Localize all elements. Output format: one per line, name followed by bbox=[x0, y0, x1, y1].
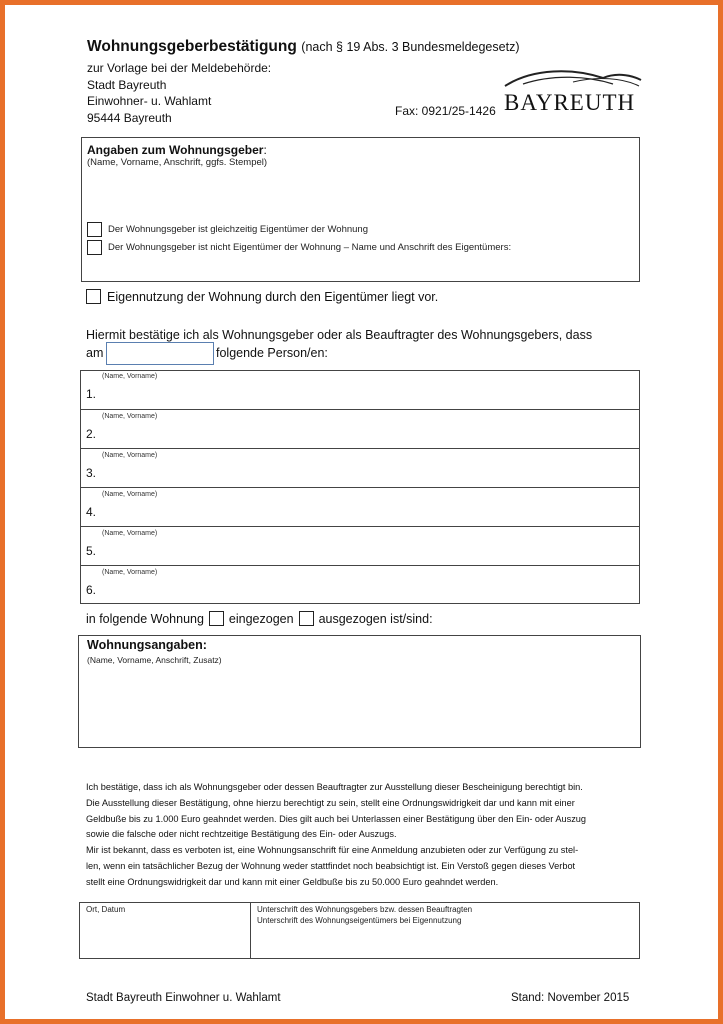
legal-line: stellt eine Ordnungswidrigkeit dar und kann mit einer Geldbuße bis zu 50.000 Euro geahndet werden. bbox=[86, 876, 499, 887]
own-use-checkbox[interactable] bbox=[86, 289, 101, 304]
legal-line: len, wenn ein tatsächlicher Bezug der Wohnung weder stattfindet noch beabsichtigt ist. Ein Verstoß gegen dieses Verbot bbox=[86, 860, 576, 871]
authority-address bbox=[87, 60, 271, 126]
page-title bbox=[87, 38, 519, 56]
person-hint: (Name, Vorname) bbox=[102, 530, 158, 537]
person-number: 4. bbox=[86, 505, 97, 519]
apartment-box-hint: (Name, Vorname, Anschrift, Zusatz) bbox=[87, 655, 222, 665]
own-use-label: Eigennutzung der Wohnung durch den Eigentümer liegt vor. bbox=[107, 289, 439, 304]
confirm-line2: folgende Person/en: bbox=[216, 346, 328, 360]
legal-text bbox=[86, 780, 638, 891]
title-suffix: (nach § 19 Abs. 3 Bundesmeldegesetz) bbox=[301, 40, 520, 54]
signature-label-2: Unterschrift des Wohnungseigentümers bei Eigennutzung bbox=[257, 916, 462, 925]
landlord-box-colon: : bbox=[263, 143, 267, 157]
person-number: 5. bbox=[86, 544, 97, 558]
person-hint: (Name, Vorname) bbox=[102, 413, 158, 420]
title-main: Wohnungsgeberbestätigung bbox=[87, 38, 297, 55]
moved-in-label: eingezogen bbox=[228, 611, 294, 626]
address-line: zur Vorlage bei der Meldebehörde: bbox=[87, 61, 272, 75]
not-owner-option-label: Der Wohnungsgeber ist nicht Eigentümer der Wohnung – Name und Anschrift des Eigentümers: bbox=[108, 242, 512, 253]
move-prefix: in folgende Wohnung bbox=[86, 611, 204, 626]
landlord-box-title: Angaben zum Wohnungsgeber bbox=[87, 143, 264, 157]
person-number: 3. bbox=[86, 466, 97, 480]
landlord-box bbox=[81, 137, 640, 282]
person-hint: (Name, Vorname) bbox=[102, 569, 158, 576]
logo-text: BAYREUTH bbox=[504, 90, 636, 115]
move-date-input[interactable] bbox=[106, 342, 214, 365]
footer-left: Stadt Bayreuth Einwohner u. Wahlamt bbox=[86, 992, 281, 1004]
person-number: 6. bbox=[86, 583, 97, 597]
apartment-box-title: Wohnungsangaben: bbox=[87, 638, 207, 652]
person-hint: (Name, Vorname) bbox=[102, 491, 158, 498]
confirm-am: am bbox=[86, 346, 104, 360]
legal-line: Ich bestätige, dass ich als Wohnungsgeber oder dessen Beauftragter zur Ausstellung dieser Bescheinigung berechtigt bin. bbox=[86, 782, 583, 792]
place-date-label: Ort, Datum bbox=[86, 905, 126, 914]
landlord-box-hint: (Name, Vorname, Anschrift, ggfs. Stempel) bbox=[87, 157, 268, 168]
address-line: Einwohner- u. Wahlamt bbox=[87, 94, 212, 108]
moved-out-checkbox[interactable] bbox=[299, 611, 314, 626]
person-row[interactable] bbox=[80, 487, 639, 526]
legal-line: sowie die falsche oder nicht rechtzeitige Bestätigung des Ein- oder Auszugs. bbox=[86, 829, 397, 840]
owner-option-row bbox=[87, 222, 368, 237]
person-row[interactable] bbox=[80, 370, 639, 409]
signature-label-1: Unterschrift des Wohnungsgebers bzw. dessen Beauftragten bbox=[257, 905, 473, 914]
person-hint: (Name, Vorname) bbox=[102, 373, 158, 380]
signature-table bbox=[79, 902, 640, 959]
owner-option-label: Der Wohnungsgeber ist gleichzeitig Eigentümer der Wohnung bbox=[108, 224, 368, 235]
apartment-box[interactable] bbox=[78, 635, 641, 748]
confirm-line1: Hiermit bestätige ich als Wohnungsgeber oder als Beauftragter des Wohnungsgebers, dass bbox=[86, 328, 593, 342]
legal-line: Die Ausstellung dieser Bestätigung, ohne hierzu berechtigt zu sein, stellt eine Ordnungswidrigkeit dar und kann mit einer bbox=[86, 797, 575, 808]
bayreuth-logo bbox=[503, 66, 643, 118]
own-use-row bbox=[86, 289, 438, 304]
not-owner-option-row bbox=[87, 240, 511, 255]
person-number: 1. bbox=[86, 387, 97, 401]
move-row bbox=[86, 611, 433, 626]
footer-right: Stand: November 2015 bbox=[511, 992, 630, 1004]
signature-divider bbox=[250, 903, 251, 958]
address-line: Stadt Bayreuth bbox=[87, 77, 167, 92]
fax-number: Fax: 0921/25-1426 bbox=[395, 104, 496, 118]
moved-in-checkbox[interactable] bbox=[209, 611, 224, 626]
person-row[interactable] bbox=[80, 526, 639, 565]
legal-line: Mir ist bekannt, dass es verboten ist, eine Wohnungsanschrift für eine Anmeldung anzubieten oder zur Verfügung zu stel- bbox=[86, 845, 579, 856]
person-number: 2. bbox=[86, 427, 97, 441]
legal-line: Geldbuße bis zu 1.000 Euro geahndet werden. Dies gilt auch bei Unterlassen einer Bestätigung über den Ein- oder Auszug bbox=[86, 813, 587, 824]
address-line: 95444 Bayreuth bbox=[87, 110, 172, 125]
person-row[interactable] bbox=[80, 448, 639, 487]
owner-checkbox[interactable] bbox=[87, 222, 102, 237]
person-hint: (Name, Vorname) bbox=[102, 452, 158, 459]
person-row[interactable] bbox=[80, 565, 639, 604]
person-row[interactable] bbox=[80, 409, 639, 448]
moved-out-label: ausgezogen ist/sind: bbox=[318, 611, 433, 626]
not-owner-checkbox[interactable] bbox=[87, 240, 102, 255]
